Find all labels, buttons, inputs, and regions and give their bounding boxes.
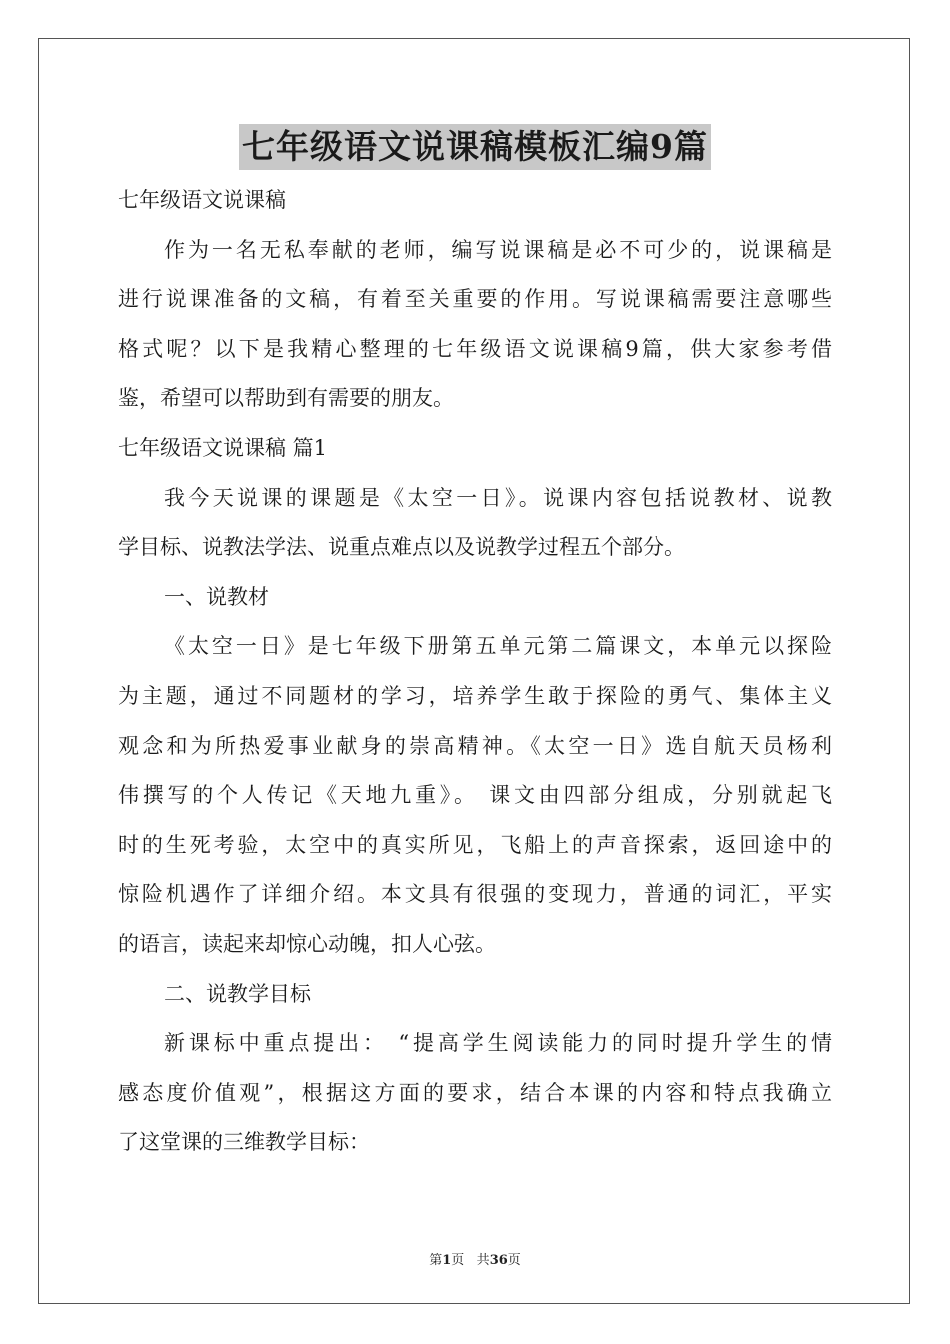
text-line: 感态度价值观”，根据这方面的要求，结合本课的内容和特点我确立: [118, 1080, 832, 1105]
title-container: [0, 124, 950, 170]
text-line: 鉴，希望可以帮助到有需要的朋友。: [118, 386, 454, 411]
text-line: 《太空一日》是七年级下册第五单元第二篇课文，本单元以探险: [164, 634, 832, 659]
text-line: 新课标中重点提出： “提高学生阅读能力的同时提升学生的情: [164, 1031, 832, 1056]
page-footer: [0, 1249, 950, 1268]
text-line: 作为一名无私奉献的老师，编写说课稿是必不可少的，说课稿是: [164, 237, 832, 262]
subsection-heading: 一、说教材: [164, 584, 269, 609]
section-heading: 七年级语文说课稿 篇1: [118, 435, 328, 460]
text-line: 七年级语文说课稿: [118, 188, 286, 212]
text-line: 我今天说课的课题是《太空一日》。说课内容包括说教材、说教: [164, 485, 832, 510]
text-line: 的语言，读起来却惊心动魄，扣人心弦。: [118, 931, 496, 956]
document-body: [118, 176, 832, 1168]
text-line: 时的生死考验，太空中的真实所见，飞船上的声音探索，返回途中的: [118, 832, 832, 857]
page-suffix: 页: [451, 1253, 465, 1268]
text-line: 格式呢？以下是我精心整理的七年级语文说课稿9篇，供大家参考借: [118, 336, 832, 361]
page-prefix: 第: [429, 1253, 443, 1268]
subsection-heading: 二、说教学目标: [164, 981, 311, 1006]
text-line: 进行说课准备的文稿，有着至关重要的作用。写说课稿需要注意哪些: [118, 287, 832, 312]
text-line: 了这堂课的三维教学目标：: [118, 1130, 370, 1155]
total-prefix: 共: [476, 1253, 490, 1268]
text-line: 学目标、说教法学法、说重点难点以及说教学过程五个部分。: [118, 535, 685, 560]
total-suffix: 页: [507, 1253, 521, 1268]
text-line: 观念和为所热爱事业献身的崇高精神。《太空一日》选自航天员杨利: [118, 733, 832, 758]
total-pages: 36: [489, 1253, 508, 1268]
text-line: 伟撰写的个人传记《天地九重》。 课文由四部分组成，分别就起飞: [118, 783, 832, 808]
text-line: 为主题，通过不同题材的学习，培养学生敢于探险的勇气、集体主义: [118, 683, 832, 708]
page-number: 1: [442, 1253, 452, 1268]
text-line: 惊险机遇作了详细介绍。本文具有很强的变现力，普通的词汇，平实: [118, 882, 832, 907]
document-title: 七年级语文说课稿模板汇编9篇: [239, 124, 711, 170]
